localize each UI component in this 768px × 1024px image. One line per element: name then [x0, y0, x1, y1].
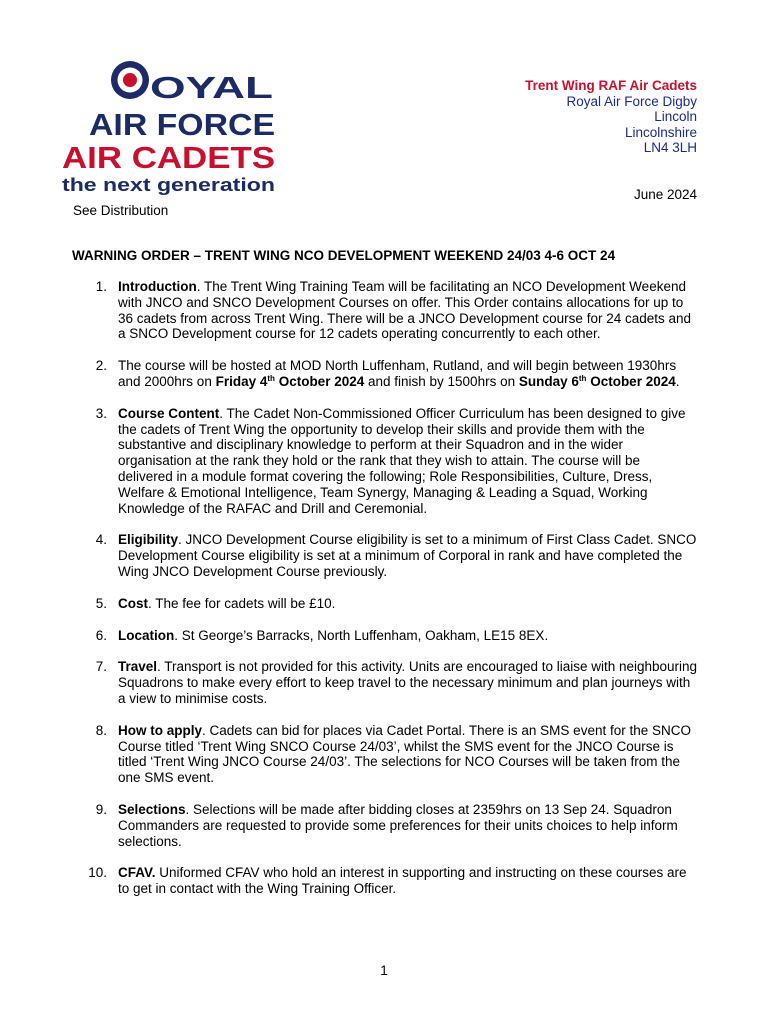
- address-line: Royal Air Force Digby: [566, 93, 697, 109]
- list-item: [72, 532, 698, 579]
- item-title: Selections: [118, 801, 186, 817]
- item-text: . St George’s Barracks, North Luffenham, Oakham, LE15 8EX.: [174, 627, 549, 643]
- item-number: 7.: [95, 659, 107, 675]
- item-text: . The fee for cadets will be £10.: [148, 595, 336, 611]
- item-number: 2.: [95, 358, 107, 374]
- item-title: Eligibility: [118, 532, 179, 548]
- address-line: Lincoln: [654, 109, 697, 124]
- item-text: . The Cadet Non-Commissioned Officer Curriculum has been designed to give the cadets of Trent Wing the opportunity to develop their skills and provide them with the substantive and disciplinary knowledge to perform at their Squadron and in the wider organisation at the rank they hold or the rank that they wish to attain. The course will be delivered in a module format covering the following; Role Responsibilities, Culture, Dress, Welfare & Emotional Intelligence, Team Synergy, Managing & Leading a Squad, Working Knowledge of the RAFAC and Drill and Ceremonial.: [118, 405, 686, 516]
- item-number: 5.: [95, 595, 107, 611]
- page-number: 1: [380, 963, 388, 978]
- svg-text:OYAL: OYAL: [150, 70, 273, 105]
- svg-text:the next generation: the next generation: [62, 175, 275, 195]
- item-text: and finish by 1500hrs on: [364, 373, 519, 389]
- item-title: Introduction: [118, 279, 197, 294]
- list-item: [72, 358, 698, 390]
- item-number: 6.: [95, 627, 107, 643]
- roundel-icon: [111, 61, 149, 99]
- order-items: [72, 279, 698, 913]
- list-item: [72, 406, 698, 517]
- list-item: [72, 802, 698, 849]
- item-text: . Cadets can bid for places via Cadet Portal. There is an SMS event for the SNCO Course titled ‘Trent Wing SNCO Course 24/03’, whilst the SMS event for the JNCO Course is titled ‘Trent Wing JNCO Course 24/03’. The selections for NCO Courses will be taken from the one SMS event.: [118, 722, 691, 786]
- start-date: Friday 4th October 2024: [215, 373, 365, 389]
- distribution-note: See Distribution: [73, 203, 169, 218]
- item-number: 10.: [88, 865, 107, 881]
- logo-graphic: [60, 58, 280, 198]
- document-date: June 2024: [633, 187, 697, 202]
- svg-text:AIR FORCE: AIR FORCE: [89, 107, 275, 142]
- item-text: . Transport is not provided for this activity. Units are encouraged to liaise with neighbouring Squadrons to make every effort to keep travel to the necessary minimum and plan journeys with a view to minimise costs.: [118, 659, 698, 706]
- item-number: 1.: [95, 279, 107, 294]
- item-text: . JNCO Development Course eligibility is set to a minimum of First Class Cadet. SNCO Development Course eligibility is set at a minimum of Corporal in rank and have completed the Wing JNCO Development Course previously.: [118, 532, 697, 579]
- svg-text:AIR CADETS: AIR CADETS: [62, 140, 275, 175]
- item-text: Uniformed CFAV who hold an interest in supporting and instructing on these courses are to get in contact with the Wing Training Officer.: [118, 865, 687, 897]
- item-title: How to apply: [118, 722, 202, 738]
- list-item: [72, 279, 698, 342]
- list-item: [72, 723, 698, 786]
- list-item: [72, 596, 698, 612]
- item-number: 3.: [95, 405, 107, 421]
- list-item: [72, 659, 698, 706]
- item-title: Cost: [118, 595, 148, 611]
- item-text: . Selections will be made after bidding closes at 2359hrs on 13 Sep 24. Squadron Commanders are requested to provide some preferences for their units choices to help inform selections.: [118, 801, 678, 849]
- item-title: Course Content: [118, 405, 220, 421]
- item-number: 8.: [95, 722, 107, 738]
- item-title: Travel: [118, 659, 158, 675]
- item-title: CFAV.: [118, 865, 156, 881]
- document-heading: WARNING ORDER – TRENT WING NCO DEVELOPMENT WEEKEND 24/03 4-6 OCT 24: [72, 248, 616, 263]
- list-item: [72, 628, 698, 644]
- list-item: [72, 865, 698, 897]
- sender-address: [525, 78, 697, 156]
- item-text: The course will be hosted at MOD North Luffenham, Rutland, and will begin between 1930hrs and 2000hrs on: [118, 358, 677, 389]
- item-text: .: [675, 373, 680, 389]
- item-number: 4.: [95, 532, 107, 548]
- item-text: . The Trent Wing Training Team will be facilitating an NCO Development Weekend with JNCO and SNCO Development Courses on offer. This Order contains allocations for up to 36 cadets from across Trent Wing. There will be a JNCO Development course for 24 cadets and a SNCO Development course for 12 cadets operating concurrently to each other.: [118, 279, 692, 342]
- item-number: 9.: [95, 801, 107, 817]
- end-date: Sunday 6th October 2024: [518, 373, 676, 389]
- raf-air-cadets-logo: [60, 58, 280, 198]
- address-line: LN4 3LH: [643, 140, 697, 155]
- address-org: Trent Wing RAF Air Cadets: [525, 78, 697, 93]
- item-title: Location: [118, 627, 175, 643]
- address-line: Lincolnshire: [624, 124, 697, 140]
